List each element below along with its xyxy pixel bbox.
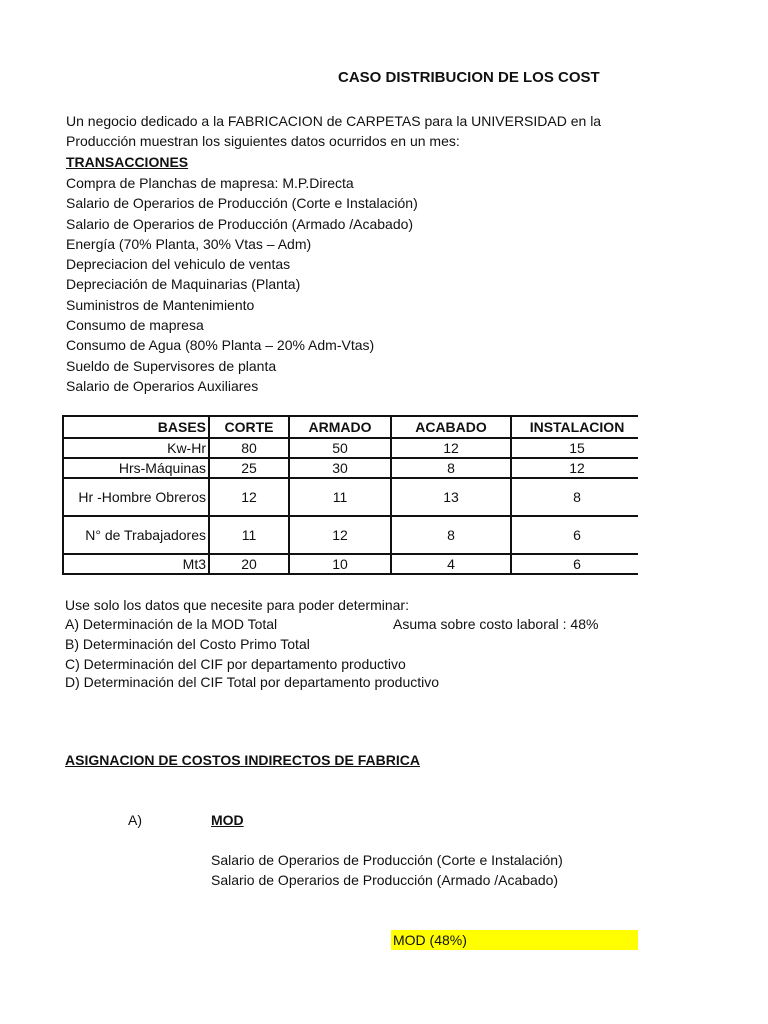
table-cell: 50 <box>289 438 391 458</box>
table-cell: Kw-Hr <box>63 438 209 458</box>
table-cell: 13 <box>391 478 511 516</box>
transactions-heading: TRANSACCIONES <box>66 154 189 170</box>
mod-heading: MOD <box>211 812 244 828</box>
bases-table <box>62 415 638 575</box>
table-cell: Mt3 <box>63 554 209 574</box>
table-row <box>63 458 638 478</box>
table-row <box>63 516 638 554</box>
table-header-cell: CORTE <box>209 416 289 438</box>
table-cell: 80 <box>209 438 289 458</box>
table-cell: 12 <box>391 438 511 458</box>
mod-percent-highlighted-cell: MOD (48%) <box>391 930 638 950</box>
transaction-item: Depreciacion del vehiculo de ventas <box>66 256 291 273</box>
table-header-cell: ARMADO <box>289 416 391 438</box>
table-header-cell: INSTALACION <box>511 416 638 438</box>
table-cell: 8 <box>391 516 511 554</box>
table-cell: 20 <box>209 554 289 574</box>
mod-line-1: Salario de Operarios de Producción (Corte e Instalación) <box>211 852 563 868</box>
table-cell: 15 <box>511 438 638 458</box>
assignment-heading: ASIGNACION DE COSTOS INDIRECTOS DE FABRICA <box>65 752 420 768</box>
table-header-cell: ACABADO <box>391 416 511 438</box>
intro-line-1: Un negocio dedicado a la FABRICACION de CARPETAS para la UNIVERSIDAD en la <box>66 113 602 129</box>
transaction-item: Consumo de Agua (80% Planta – 20% Adm-Vtas) <box>66 337 375 354</box>
table-cell: 10 <box>289 554 391 574</box>
transaction-item: Energía (70% Planta, 30% Vtas – Adm) <box>66 235 312 252</box>
question-b: B) Determinación del Costo Primo Total <box>65 636 310 652</box>
questions-intro: Use solo los datos que necesite para poder determinar: <box>65 597 409 613</box>
table-cell: 11 <box>289 478 391 516</box>
table-cell: 12 <box>511 458 638 478</box>
transaction-item: Suministros de Mantenimiento <box>66 296 255 313</box>
table-cell: Hr -Hombre Obreros <box>63 478 209 516</box>
table-cell: 25 <box>209 458 289 478</box>
transaction-item: Salario de Operarios de Producción (Armado /Acabado) <box>66 215 414 232</box>
labor-cost-assumption: Asuma sobre costo laboral : 48% <box>393 616 599 632</box>
question-a: A) Determinación de la MOD Total <box>65 616 278 632</box>
question-d: D) Determinación del CIF Total por departamento productivo <box>65 674 440 690</box>
table-cell: 12 <box>209 478 289 516</box>
table-cell: Hrs-Máquinas <box>63 458 209 478</box>
document-title: CASO DISTRIBUCION DE LOS COST <box>338 69 600 86</box>
section-a-label: A) <box>128 812 142 828</box>
table-header-cell: BASES <box>63 416 209 438</box>
table-cell: N° de Trabajadores <box>63 516 209 554</box>
transaction-item: Sueldo de Supervisores de planta <box>66 357 277 374</box>
transaction-item: Compra de Planchas de mapresa: M.P.Directa <box>66 175 354 191</box>
transaction-item: Salario de Operarios Auxiliares <box>66 377 259 394</box>
table-header-row <box>63 416 638 438</box>
table-row <box>63 438 638 458</box>
transactions-list <box>66 173 418 396</box>
table-cell: 8 <box>391 458 511 478</box>
intro-line-2: Producción muestran los siguientes datos ocurridos en un mes: <box>66 133 460 149</box>
table-cell: 8 <box>511 478 638 516</box>
table-cell: 4 <box>391 554 511 574</box>
transaction-item: Consumo de mapresa <box>66 317 204 334</box>
question-c: C) Determinación del CIF por departamento productivo <box>65 656 406 672</box>
table-cell: 6 <box>511 554 638 574</box>
table-row <box>63 478 638 516</box>
table-cell: 12 <box>289 516 391 554</box>
table-cell: 6 <box>511 516 638 554</box>
transaction-item: Salario de Operarios de Producción (Corte e Instalación) <box>66 195 418 212</box>
table-cell: 11 <box>209 516 289 554</box>
table-cell: 30 <box>289 458 391 478</box>
table-row <box>63 554 638 574</box>
transaction-item: Depreciación de Maquinarias (Planta) <box>66 276 301 293</box>
mod-line-2: Salario de Operarios de Producción (Armado /Acabado) <box>211 872 559 888</box>
